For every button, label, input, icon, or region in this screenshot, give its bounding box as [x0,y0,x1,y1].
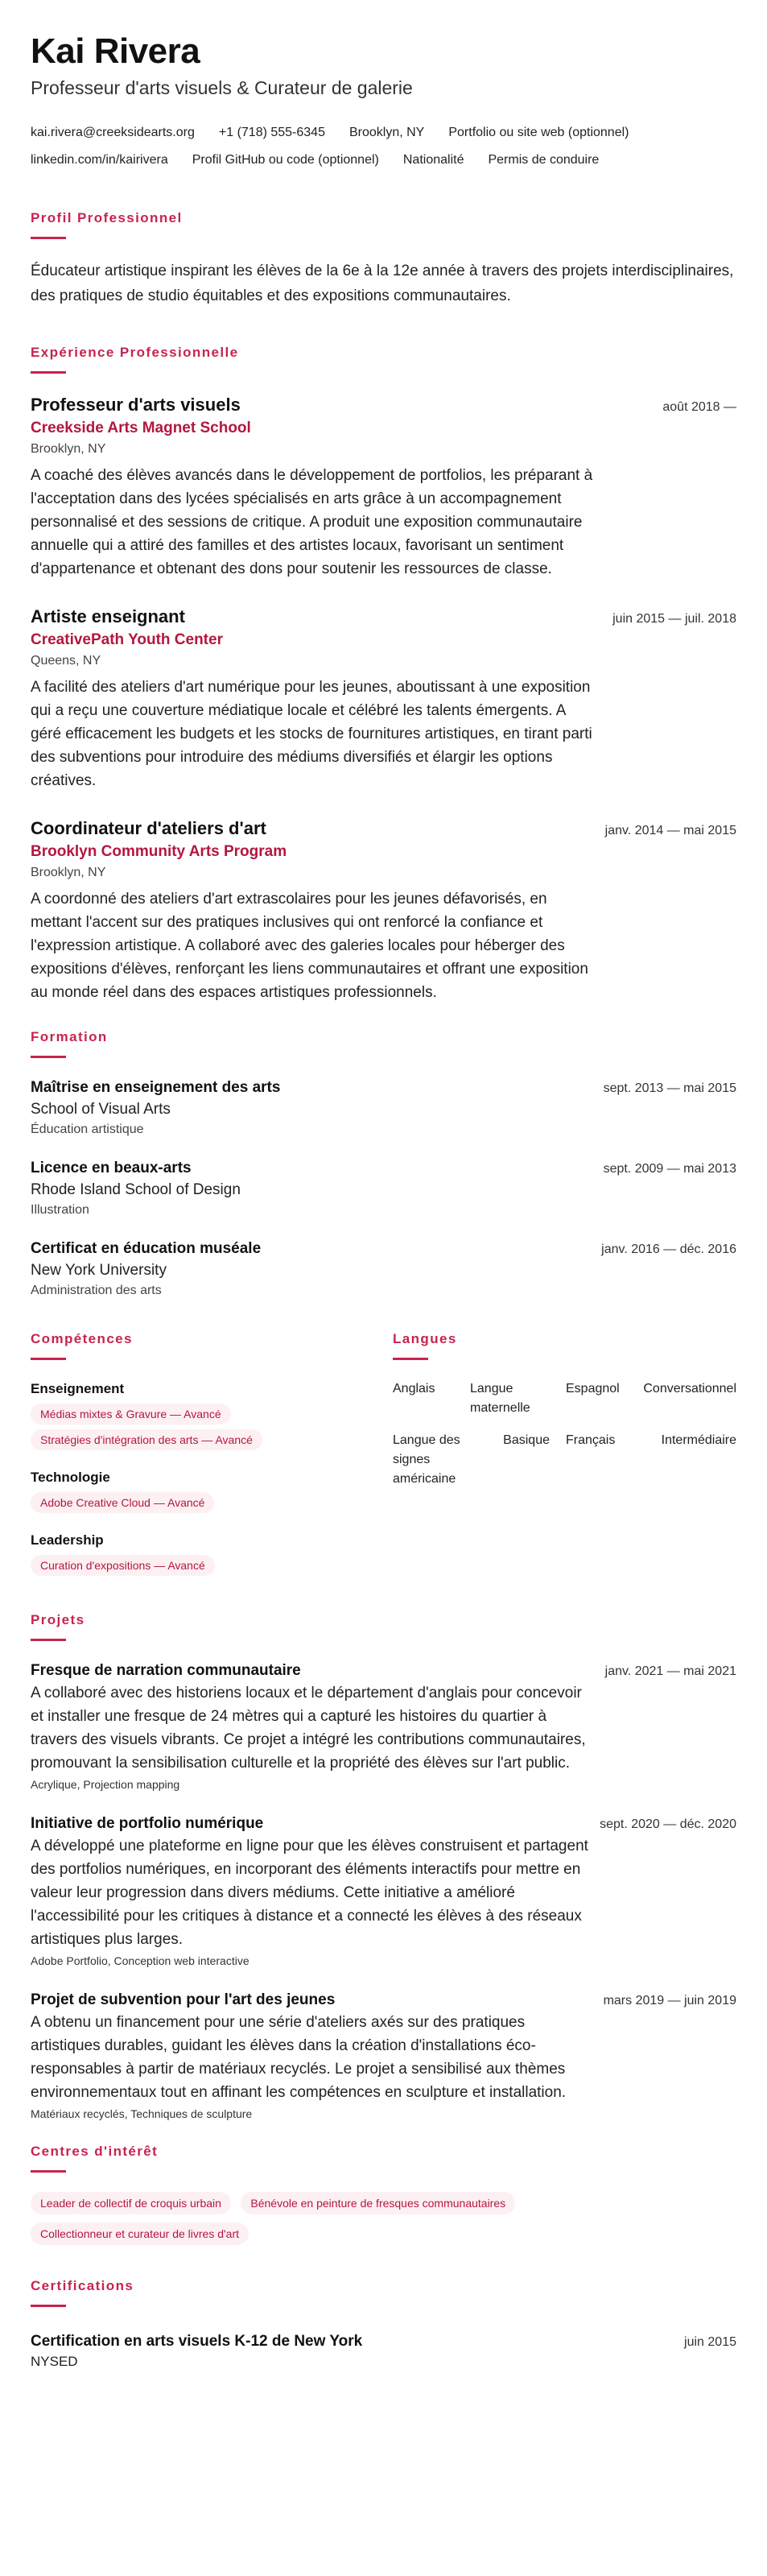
skill-group [31,1379,393,1450]
skills-section [31,1330,393,1594]
skill-tag: Médias mixtes & Gravure — Avancé [31,1404,231,1424]
resume-header [31,31,736,174]
job-description: A facilité des ateliers d'art numérique pour les jeunes, aboutissant à une exposition qui a reçu une couverture médiatique locale et célébré les talents émergents. A géré efficacement les budgets et les stocks de fournitures artistiques, en tirant parti des subventions pour introduire des médiums diversifiés et élargir les options créatives. [31,679,592,789]
certifications-section [31,2277,736,2371]
degree-title: Licence en beaux-arts [31,1160,192,1176]
degree-title: Certificat en éducation muséale [31,1240,262,1257]
section-divider [31,371,66,374]
employer: Creekside Arts Magnet School [31,420,251,436]
language-name: Français [566,1433,616,1447]
project-title: Initiative de portfolio numérique [31,1815,264,1832]
interests-list [31,2192,610,2253]
school-name: New York University [31,1262,167,1279]
study-field: Administration des arts [31,1284,162,1297]
contact-nationality: Nationalité [402,153,464,167]
skill-category: Leadership [31,1532,104,1548]
certification-title: Certification en arts visuels K-12 de New York [31,2333,363,2350]
contact-license: Permis de conduire [488,153,600,167]
contact-location: Brooklyn, NY [348,126,425,139]
candidate-name: Kai Rivera [31,31,200,71]
section-title: Expérience Professionnelle [31,345,239,360]
experience-item [31,605,736,792]
section-title: Centres d'intérêt [31,2144,159,2159]
degree-date: sept. 2009 — mai 2013 [603,1162,736,1176]
section-divider [31,1056,66,1058]
job-location: Queens, NY [31,654,101,668]
degree-date: janv. 2016 — déc. 2016 [601,1243,736,1256]
project-technologies: Acrylique, Projection mapping [31,1778,180,1791]
interest-tag: Collectionneur et curateur de livres d'art [31,2222,249,2245]
education-item [31,1238,736,1300]
contact-portfolio[interactable]: Portfolio ou site web (optionnel) [448,126,629,139]
skill-category: Technologie [31,1470,110,1485]
experience-item [31,817,736,1004]
summary-section [31,209,736,308]
project-item [31,1660,736,1792]
section-title: Formation [31,1029,108,1044]
section-divider [31,2170,66,2173]
job-date: août 2018 — [662,400,736,414]
education-section [31,1028,736,1300]
degree-title: Maîtrise en enseignement des arts [31,1079,281,1096]
skill-group [31,1468,393,1513]
project-description: A développé une plateforme en ligne pour que les élèves construisent et partagent des portfolios numériques, en incorporant des éléments interactifs pour mettre en valeur leur progression dans divers médiums. Cette initiative a amélioré l'accessibilité pour les critiques à distance et a connecté les élèves à des réseaux artistiques plus larges. [31,1838,588,1948]
section-title: Compétences [31,1331,133,1346]
project-title: Fresque de narration communautaire [31,1662,301,1679]
experience-item [31,393,736,581]
language-name: Espagnol [566,1382,620,1396]
languages-list [393,1379,736,1489]
education-item [31,1077,736,1139]
project-description: A obtenu un financement pour une série d'ateliers axés sur des pratiques artistiques durables, guidant les élèves dans la création d'installations éco-responsables à partir de matériaux recyclés. Le projet a sensibilisé aux thèmes environnementaux tout en affinant les compétences en sculpture et installation. [31,2014,567,2101]
study-field: Éducation artistique [31,1123,144,1136]
section-title: Langues [393,1331,457,1346]
education-item [31,1158,736,1219]
interest-tag: Leader de collectif de croquis urbain [31,2192,231,2214]
project-item [31,1990,736,2122]
skill-tag: Stratégies d'intégration des arts — Avancé [31,1429,262,1450]
job-title: Artiste enseignant [31,606,185,626]
school-name: Rhode Island School of Design [31,1181,241,1198]
job-date: juin 2015 — juil. 2018 [612,612,736,626]
project-item [31,1813,736,1969]
project-date: mars 2019 — juin 2019 [603,1994,736,2007]
language-level: Basique [503,1433,550,1447]
language-name: Langue des signes américaine [393,1433,460,1486]
contact-github[interactable]: Profil GitHub ou code (optionnel) [192,153,379,167]
project-description: A collaboré avec des historiens locaux et le département d'anglais pour concevoir et installer une fresque de 24 mètres qui a capturé les histoires du quartier à travers des visuels vibrants. Ce projet a intégré les contributions communautaires, promouvant la sensibilisation culturelle et la propriété des élèves sur l'art public. [31,1685,586,1772]
skill-tag: Adobe Creative Cloud — Avancé [31,1492,214,1513]
section-title: Certifications [31,2278,134,2293]
language-level: Langue maternelle [470,1382,530,1415]
certification-issuer: NYSED [31,2354,78,2369]
contact-info [31,119,723,174]
interests-section [31,2143,736,2253]
skill-category: Enseignement [31,1381,125,1396]
project-technologies: Matériaux recyclés, Techniques de sculpture [31,2107,253,2120]
job-description: A coaché des élèves avancés dans le développement de portfolios, les préparant à l'acceptation dans des lycées spécialisés en arts grâce à un accompagnement personnalisé et des sessions de critique. A produit une exposition communautaire annuelle qui a attiré des familles et des artistes locaux, favorisant un sentiment d'appartenance et obtenant des dons pour soutenir les ressources de classe. [31,467,593,577]
projects-section [31,1611,736,2122]
degree-date: sept. 2013 — mai 2015 [603,1081,736,1095]
section-divider [31,1639,66,1641]
project-title: Projet de subvention pour l'art des jeunes [31,1991,336,2008]
contact-phone[interactable]: +1 (718) 555-6345 [218,126,325,139]
experience-section [31,344,736,1004]
job-location: Brooklyn, NY [31,866,106,879]
job-location: Brooklyn, NY [31,442,106,456]
job-title: Professeur d'arts visuels [31,395,241,415]
skill-group [31,1531,393,1576]
employer: CreativePath Youth Center [31,631,223,648]
language-level: Conversationnel [643,1382,736,1396]
contact-email[interactable]: kai.rivera@creeksidearts.org [31,126,195,139]
summary-text: Éducateur artistique inspirant les élèves de la 6e à la 12e année à travers des projets interdisciplinaires, des pratiques de studio équitables et des expositions communautaires. [31,263,734,304]
section-divider [31,1358,66,1360]
section-divider [31,2305,66,2307]
certification-item [31,2331,736,2371]
project-technologies: Adobe Portfolio, Conception web interactive [31,1954,249,1967]
section-title: Profil Professionnel [31,210,183,225]
languages-section [393,1330,736,1594]
project-date: sept. 2020 — déc. 2020 [600,1817,736,1831]
interest-tag: Bénévole en peinture de fresques communautaires [241,2192,515,2214]
study-field: Illustration [31,1203,89,1217]
contact-linkedin[interactable]: linkedin.com/in/kairivera [31,153,168,167]
certification-date: juin 2015 [684,2335,736,2349]
job-description: A coordonné des ateliers d'art extrascolaires pour les jeunes défavorisés, en mettant l'accent sur des pratiques inclusives qui ont renforcé la confiance et l'expression artistique. A collaboré avec des galeries locales pour héberger des expositions d'élèves, renforçant les liens communautaires et offrant une exposition au monde réel dans des espaces artistiques professionnels. [31,891,588,1001]
skill-tag: Curation d'expositions — Avancé [31,1555,215,1576]
skills-languages-row [31,1330,736,1594]
candidate-headline: Professeur d'arts visuels & Curateur de galerie [31,77,413,98]
section-divider [31,237,66,239]
job-date: janv. 2014 — mai 2015 [604,824,736,837]
job-title: Coordinateur d'ateliers d'art [31,818,266,838]
project-date: janv. 2021 — mai 2021 [604,1664,736,1678]
school-name: School of Visual Arts [31,1101,171,1118]
section-divider [393,1358,428,1360]
language-name: Anglais [393,1382,435,1396]
section-title: Projets [31,1612,85,1627]
language-level: Intermédiaire [661,1433,736,1447]
employer: Brooklyn Community Arts Program [31,843,287,860]
